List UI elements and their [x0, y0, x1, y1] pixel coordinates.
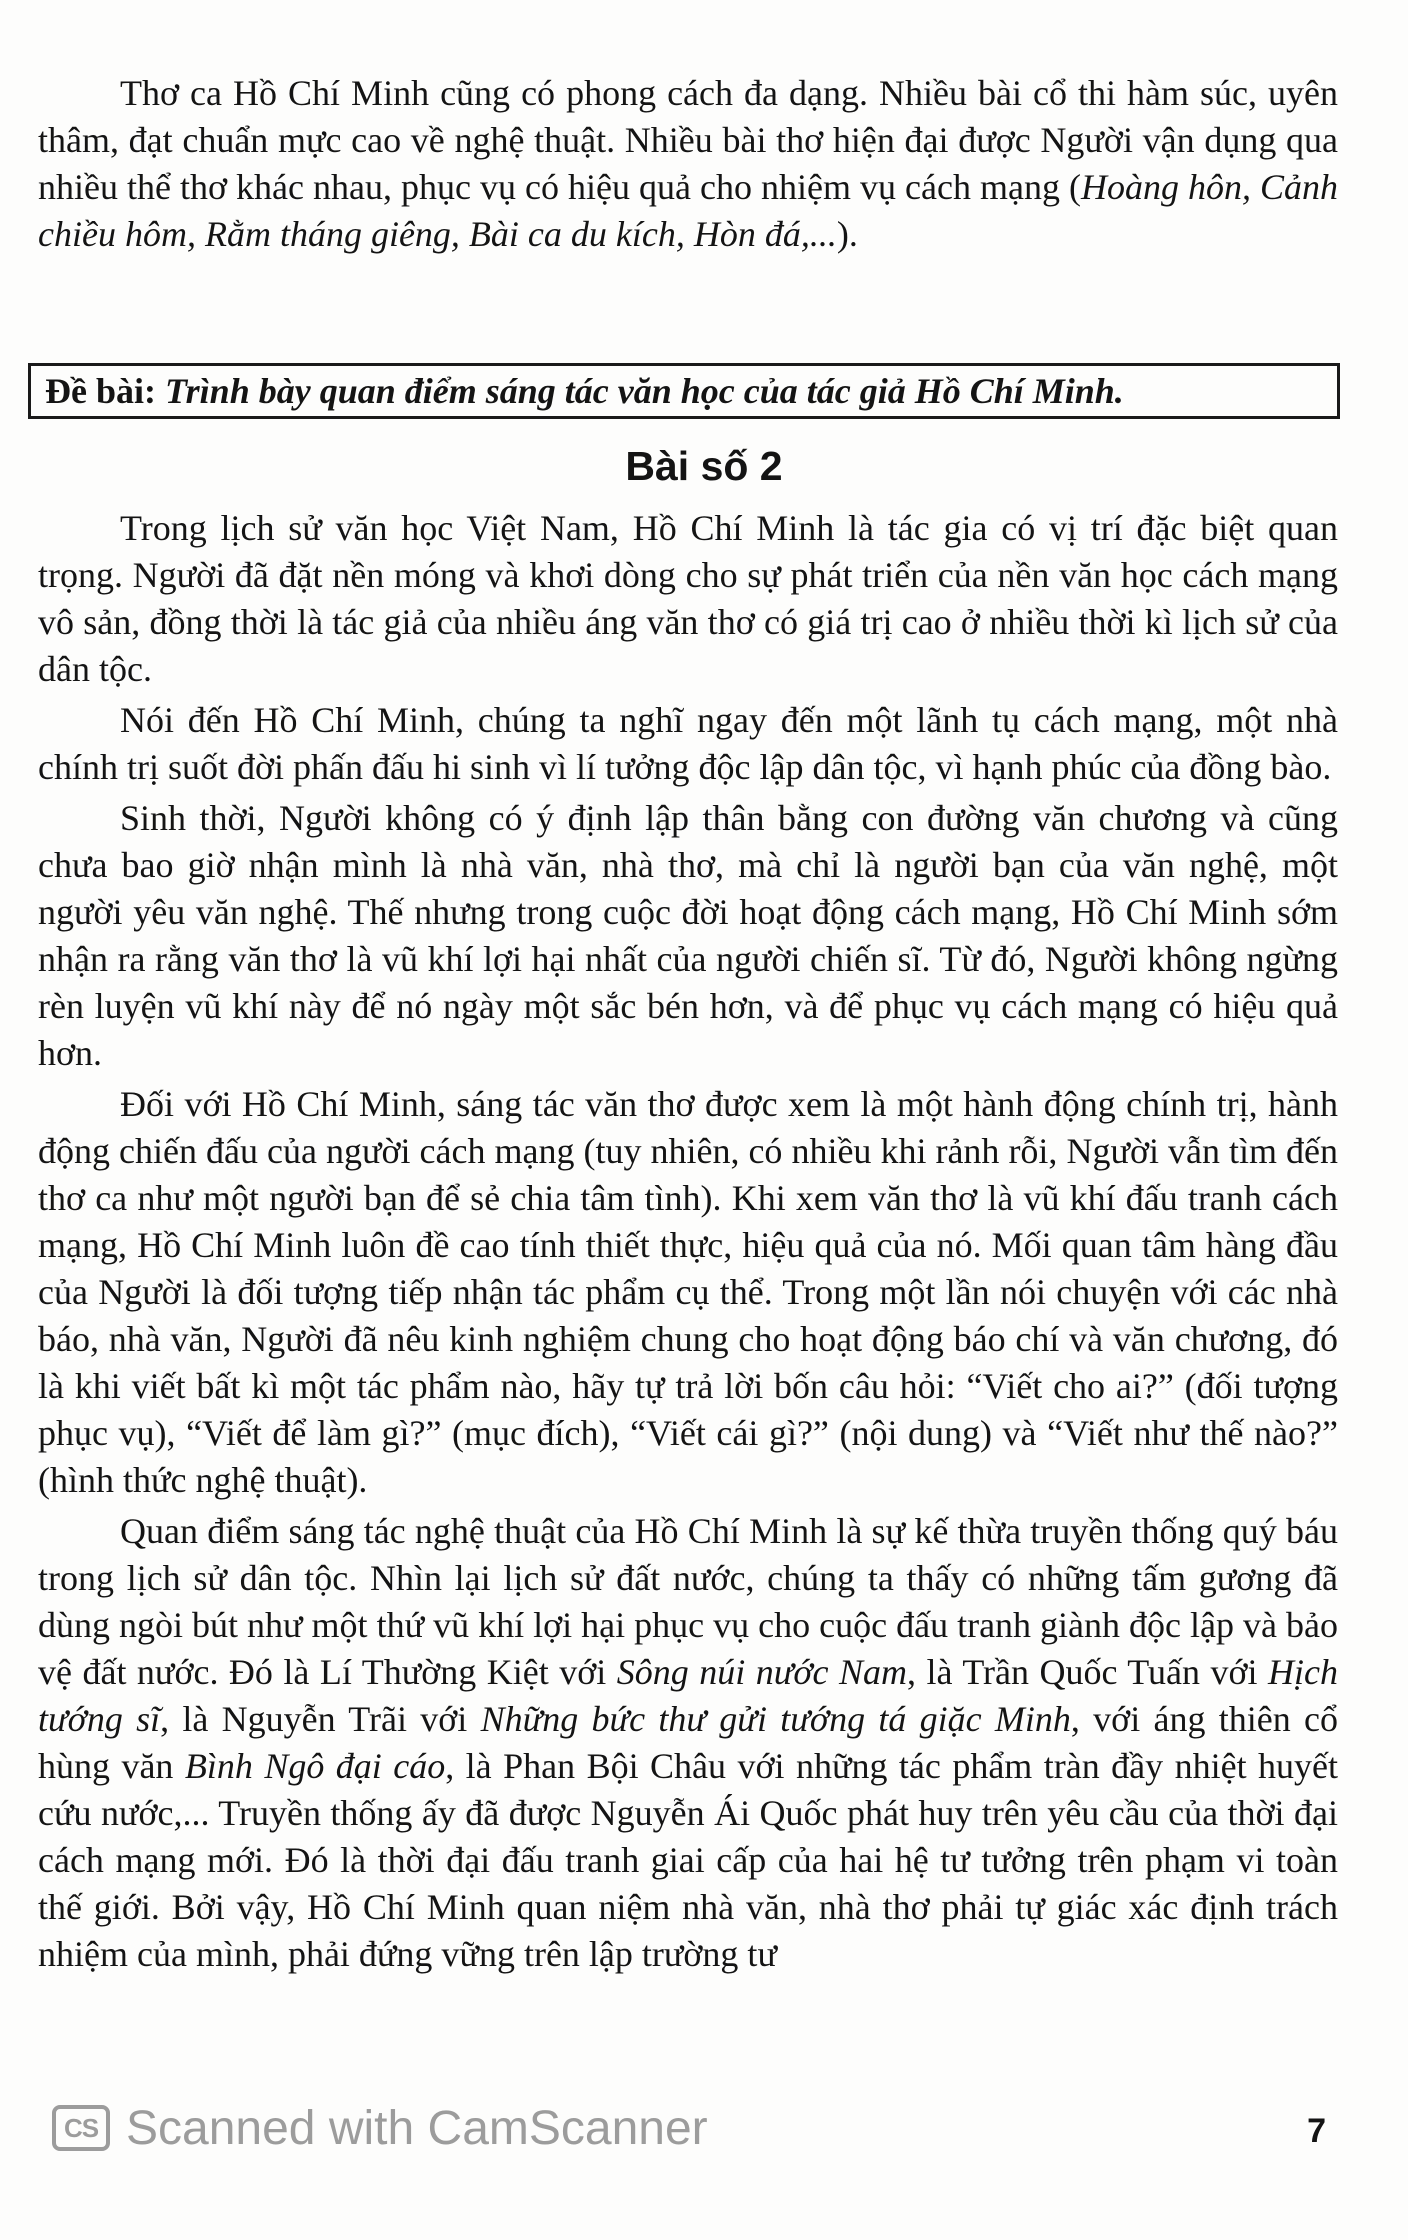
- paragraph-5: [38, 1508, 1338, 1978]
- prompt-topic: Trình bày quan điểm sáng tác văn học của tác giả Hồ Chí Minh.: [165, 371, 1124, 411]
- work-title-song-nui-nuoc-nam: Sông núi nước Nam: [616, 1652, 908, 1692]
- paragraph-5-text-2: , là Trần Quốc Tuấn với: [907, 1652, 1269, 1692]
- paragraph-5-text-5: , là Phan Bội Châu với những tác phẩm tràn đầy nhiệt huyết cứu nước,... Truyền thống ấy đã được Nguyễn Ái Quốc phát huy trên yêu cầu của thời đại cách mạng mới. Đó là thời đại đấu tranh giai cấp của hai hệ tư tưởng trên phạm vi toàn thế giới. Bởi vậy, Hồ Chí Minh quan niệm nhà văn, nhà thơ phải tự giác xác định trách nhiệm của mình, phải đứng vững trên lập trường tư: [38, 1746, 1339, 1974]
- page-number: 7: [1307, 2112, 1326, 2150]
- paragraph-2: Nói đến Hồ Chí Minh, chúng ta nghĩ ngay đến một lãnh tụ cách mạng, một nhà chính trị suốt đời phấn đấu hi sinh vì lí tưởng độc lập dân tộc, vì hạnh phúc của đồng bào.: [38, 700, 1338, 787]
- essay-title: Bài số 2: [625, 443, 783, 489]
- intro-paragraph: [38, 70, 1338, 258]
- essay-prompt-box: [28, 363, 1340, 419]
- work-title-nhung-buc-thu: Những bức thư gửi tướng tá giặc Minh: [480, 1699, 1071, 1739]
- intro-text-start: Thơ ca Hồ Chí Minh cũng có phong cách đa dạng. Nhiều bài cổ thi hàm súc, uyên thâm, đạt chuẩn mực cao về nghệ thuật. Nhiều bài thơ hiện đại được Người vận dụng qua nhiều thể thơ khác nhau, phục vụ có hiệu quả cho nhiệm vụ cách mạng (: [38, 73, 1338, 207]
- paragraph-5-text-4: , với áng thiên cổ hùng văn: [38, 1699, 1338, 1786]
- intro-paragraph-block: [38, 70, 1338, 258]
- intro-example-works: Hoàng hôn, Cảnh chiều hôm, Rằm tháng giêng, Bài ca du kích, Hòn đá,...: [38, 167, 1338, 254]
- paragraph-1: Trong lịch sử văn học Việt Nam, Hồ Chí Minh là tác gia có vị trí đặc biệt quan trọng. Người đã đặt nền móng và khơi dòng cho sự phát triển của nền văn học cách mạng vô sản, đồng thời là tác giả của nhiều áng văn thơ có giá trị cao ở nhiều thời kì lịch sử của dân tộc.: [38, 508, 1338, 689]
- paragraph-5-text-3: , là Nguyễn Trãi với: [160, 1699, 481, 1739]
- work-title-hich-tuong-si: Hịch tướng sĩ: [38, 1652, 1338, 1739]
- paragraph-3: Sinh thời, Người không có ý định lập thân bằng con đường văn chương và cũng chưa bao giờ nhận mình là nhà văn, nhà thơ, mà chỉ là người bạn của văn nghệ, một người yêu văn nghệ. Thế nhưng trong cuộc đời hoạt động cách mạng, Hồ Chí Minh sớm nhận ra rằng văn thơ là vũ khí lợi hại nhất của người chiến sĩ. Từ đó, Người không ngừng rèn luyện vũ khí này để nó ngày một sắc bén hơn, và để phục vụ cách mạng có hiệu quả hơn.: [38, 798, 1338, 1073]
- essay-body: [38, 505, 1338, 1978]
- work-title-binh-ngo-dai-cao: Bình Ngô đại cáo: [184, 1746, 446, 1786]
- prompt-label: Đề bài:: [45, 371, 156, 411]
- watermark-text: Scanned with CamScanner: [126, 2101, 708, 2155]
- paragraph-4: Đối với Hồ Chí Minh, sáng tác văn thơ được xem là một hành động chính trị, hành động chiến đấu của người cách mạng (tuy nhiên, có nhiều khi rảnh rỗi, Người vẫn tìm đến thơ ca như một người bạn để sẻ chia tâm tình). Khi xem văn thơ là vũ khí đấu tranh cách mạng, Hồ Chí Minh luôn đề cao tính thiết thực, hiệu quả của nó. Mối quan tâm hàng đầu của Người là đối tượng tiếp nhận tác phẩm cụ thể. Trong một lần nói chuyện với các nhà báo, nhà văn, Người đã nêu kinh nghiệm chung cho hoạt động báo chí và văn chương, đó là khi viết bất kì một tác phẩm nào, hãy tự trả lời bốn câu hỏi: “Viết cho ai?” (đối tượng phục vụ), “Viết để làm gì?” (mục đích), “Viết cái gì?” (nội dung) và “Viết như thế nào?” (hình thức nghệ thuật).: [38, 1084, 1338, 1500]
- intro-text-end: ).: [836, 214, 858, 254]
- camscanner-logo-icon: CS: [52, 2105, 110, 2151]
- camscanner-watermark: [52, 2098, 708, 2158]
- paragraph-5-text-1: Quan điểm sáng tác nghệ thuật của Hồ Chí Minh là sự kế thừa truyền thống quý báu trong lịch sử dân tộc. Nhìn lại lịch sử đất nước, chúng ta thấy có những tấm gương đã dùng ngòi bút như một thứ vũ khí lợi hại phục vụ cho cuộc đấu tranh giành độc lập và bảo vệ đất nước. Đó là Lí Thường Kiệt với: [38, 1511, 1338, 1692]
